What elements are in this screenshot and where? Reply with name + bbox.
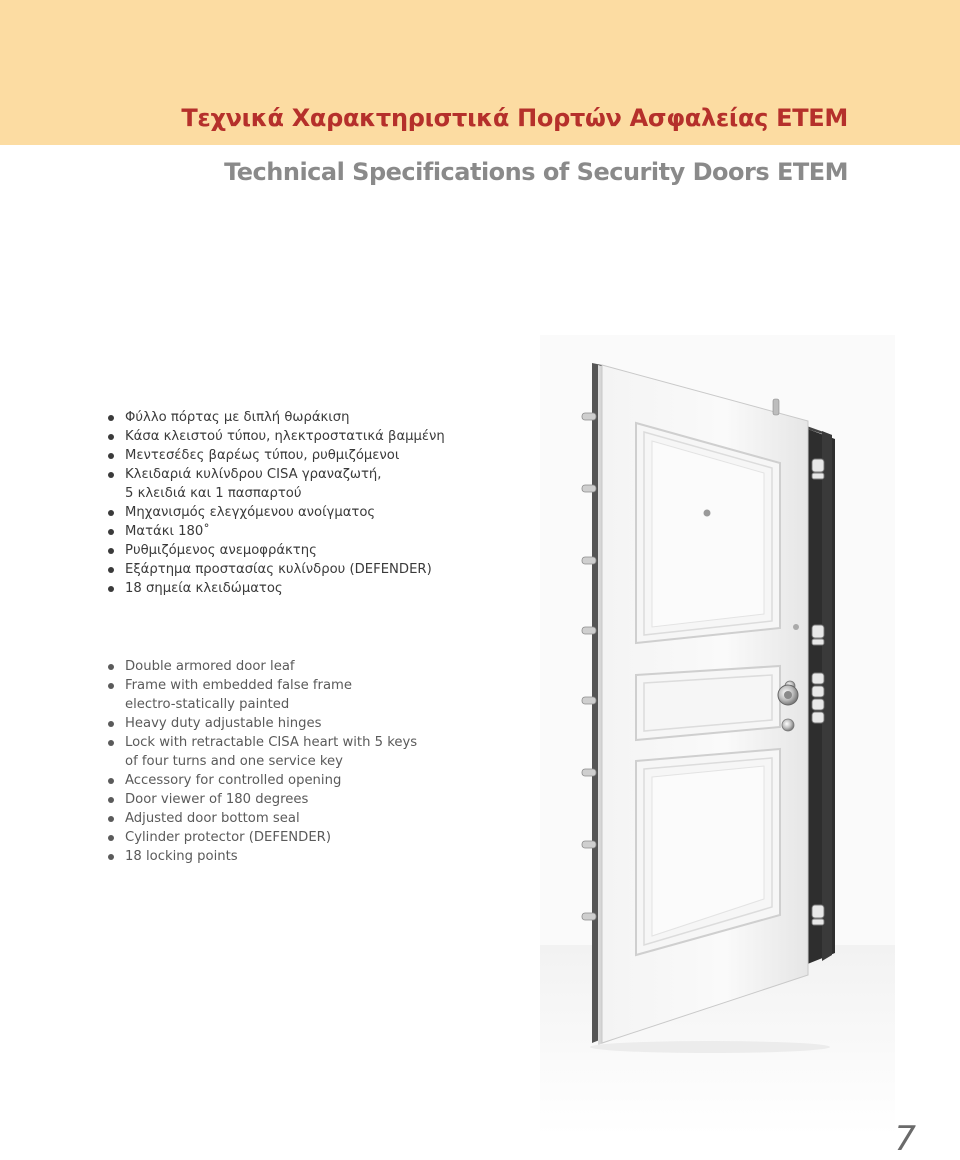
feature-item: [108, 579, 445, 598]
page-title-greek: Τεχνικά Χαρακτηριστικά Πορτών Ασφαλείας ETEM: [181, 104, 848, 132]
bullet-icon: [108, 778, 114, 784]
feature-text-continuation: 5 κλειδιά και 1 πασπαρτού: [125, 486, 302, 501]
security-door-image: [540, 335, 895, 1135]
feature-item: [108, 503, 445, 522]
feature-item: [108, 560, 445, 579]
bullet-icon: [108, 586, 114, 592]
bullet-icon: [108, 472, 114, 478]
feature-text: Μηχανισμός ελεγχόμενου ανοίγματος: [125, 505, 376, 520]
feature-text: Φύλλο πόρτας με διπλή θωράκιση: [125, 410, 350, 425]
feature-item: [108, 541, 445, 560]
feature-text: Adjusted door bottom seal: [125, 811, 300, 826]
feature-text: Double armored door leaf: [125, 659, 295, 674]
feature-item: [108, 809, 417, 828]
feature-item: [108, 408, 445, 427]
feature-text: Accessory for controlled opening: [125, 773, 342, 788]
feature-item: [108, 714, 417, 733]
bullet-icon: [108, 721, 114, 727]
feature-item: [108, 446, 445, 465]
bullet-icon: [108, 529, 114, 535]
bullet-icon: [108, 683, 114, 689]
bullet-icon: [108, 434, 114, 440]
feature-item: [108, 676, 417, 714]
bullet-icon: [108, 854, 114, 860]
greek-feature-list: [108, 408, 445, 598]
feature-text: Μεντεσέδες βαρέως τύπου, ρυθμιζόμενοι: [125, 448, 400, 463]
bullet-icon: [108, 548, 114, 554]
feature-text: Door viewer of 180 degrees: [125, 792, 309, 807]
feature-text: Εξάρτημα προστασίας κυλίνδρου (DEFENDER): [125, 562, 432, 577]
feature-text: Κλειδαριά κυλίνδρου CISA γραναζωτή,: [125, 467, 382, 482]
feature-item: [108, 465, 445, 503]
bullet-icon: [108, 453, 114, 459]
bullet-icon: [108, 797, 114, 803]
feature-item: [108, 847, 417, 866]
feature-item: [108, 828, 417, 847]
bullet-icon: [108, 567, 114, 573]
bullet-icon: [108, 740, 114, 746]
page-title-english: Technical Specifications of Security Doors ETEM: [224, 158, 848, 186]
feature-text: 18 σημεία κλειδώματος: [125, 581, 283, 596]
feature-item: [108, 771, 417, 790]
feature-text: Cylinder protector (DEFENDER): [125, 830, 331, 845]
feature-item: [108, 790, 417, 809]
feature-text: Ματάκι 180˚: [125, 524, 210, 539]
feature-text-continuation: electro-statically painted: [125, 697, 290, 712]
bullet-icon: [108, 510, 114, 516]
bullet-icon: [108, 664, 114, 670]
feature-text: Heavy duty adjustable hinges: [125, 716, 322, 731]
feature-item: [108, 733, 417, 771]
feature-item: [108, 427, 445, 446]
feature-item: [108, 522, 445, 541]
bullet-icon: [108, 816, 114, 822]
feature-text: 18 locking points: [125, 849, 238, 864]
feature-item: [108, 657, 417, 676]
bullet-icon: [108, 415, 114, 421]
feature-text: Ρυθμιζόμενος ανεμοφράκτης: [125, 543, 317, 558]
feature-text: Frame with embedded false frame: [125, 678, 352, 693]
english-feature-list: [108, 657, 417, 866]
feature-text: Lock with retractable CISA heart with 5 keys: [125, 735, 418, 750]
feature-text-continuation: of four turns and one service key: [125, 754, 343, 769]
feature-text: Κάσα κλειστού τύπου, ηλεκτροστατικά βαμμένη: [125, 429, 445, 444]
page-number: 7: [894, 1119, 916, 1159]
bullet-icon: [108, 835, 114, 841]
